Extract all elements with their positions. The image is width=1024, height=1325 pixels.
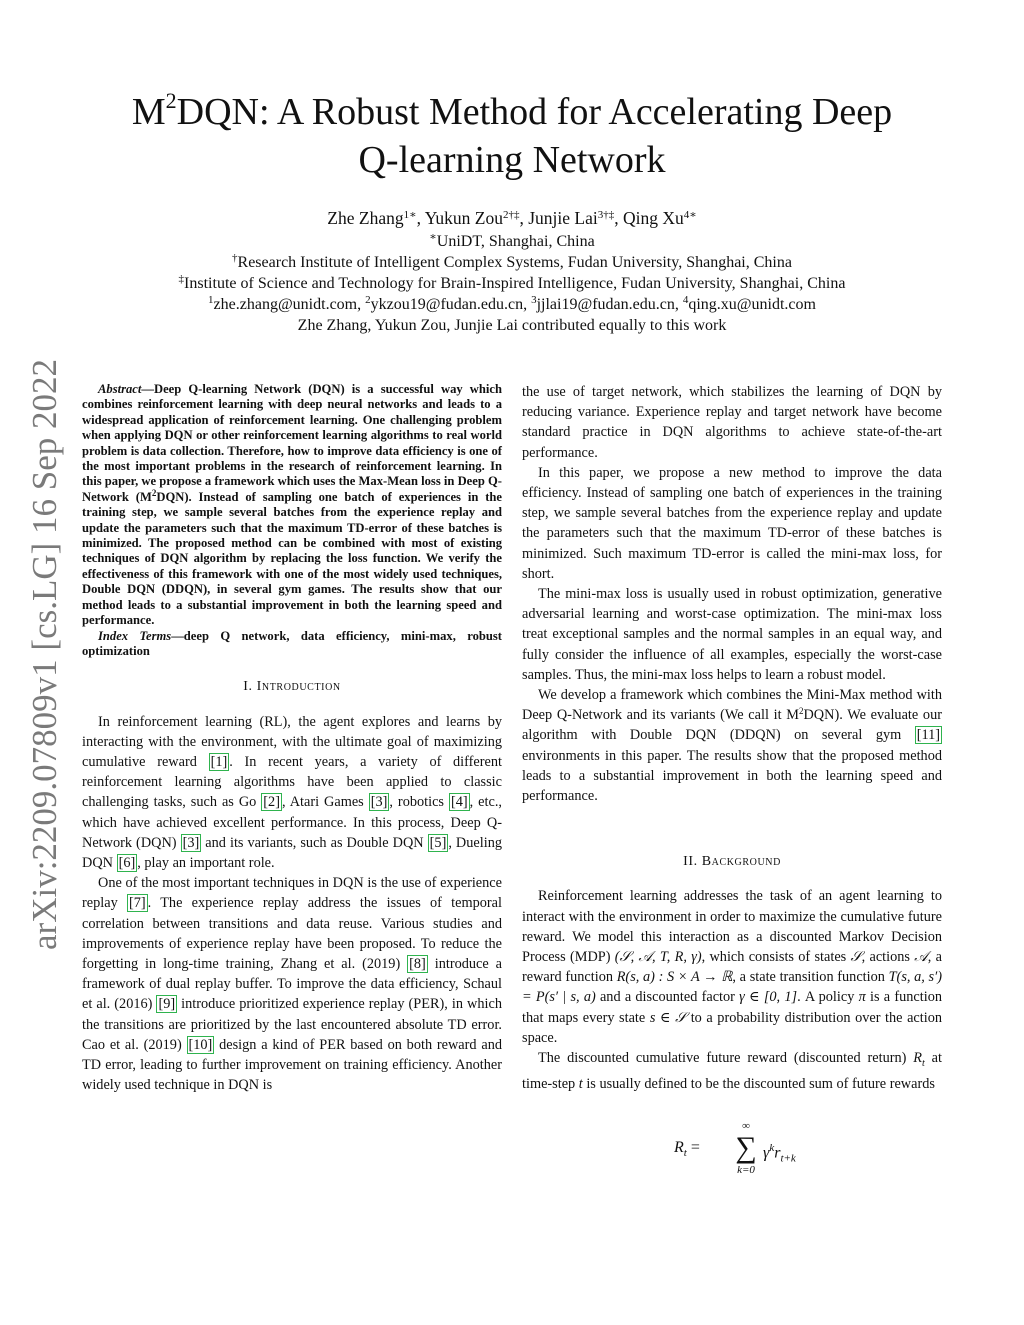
citation-link[interactable]: [5]	[429, 834, 447, 851]
discounted-return-equation	[522, 1116, 942, 1186]
left-column	[82, 382, 502, 1095]
right-column	[522, 382, 942, 1186]
affiliation-fudan-systems: †Research Institute of Intelligent Complex Systems, Fudan University, Shanghai, China	[232, 252, 792, 271]
right-paragraph-1: In this paper, we propose a new method to improve the data efficiency. Instead of sampling one batch of experiences in the training step, we sample several batches from the experience replay and update the parameters such that the maximum TD-error of these batches is minimized. Such maximum TD-error is called the mini-max loss, for short.	[522, 464, 942, 582]
abstract: Abstract—Deep Q-learning Network (DQN) is a successful way which combines reinforcement learning with deep neural networks and leads to a widespread application of reinforcement learning. One challenging problem when applying DQN or other reinforcement learning algorithms to real world problem is data collection. Therefore, how to improve data efficiency is one of the most important problems in the research of reinforcement learning. In this paper, we propose a framework which uses the Max-Mean loss in Deep Q-Network $(M^2DQN)$. Instead of sampling one batch of experiences in the training step, we sample several batches from the experience replay and update the parameters such that the maximum TD-error of these batches is minimized. The proposed method can be combined with most of existing techniques of DQN algorithm by replacing the loss function. We verify the effectiveness of this framework with one of the most widely used techniques, Double DQN (DDQN), in several gym games. The results show that our method leads to a substantial improvement in both the learning speed and performance. Index Terms—deep Q network, data efficiency, mini-max, robust optimization	[82, 382, 503, 658]
citation-link[interactable]: [10]	[188, 1036, 213, 1053]
citation-link[interactable]: [8]	[409, 955, 426, 972]
background-paragraph-1: Reinforcement learning addresses the task of an agent learning to interact with the environment in order to maximize the cumulative future reward. We model this interaction as a discounted Markov Decision Process (MDP) (𝒮, 𝒜, T, R, γ), which consists of states 𝒮, actions 𝒜, a reward function R(s, a) : S × A → ℝ, a state transition function T(s, a, s′) = P(s′ | s, a) and a discounted factor γ ∈ [0, 1]. A policy π is a function that maps every state s ∈ 𝒮 to a probability distribution over the action space.	[522, 888, 943, 1046]
citation-link[interactable]: [3]	[370, 794, 388, 811]
arxiv-stamp: arXiv:2209.07809v1 [cs.LG] 16 Sep 2022	[25, 358, 64, 950]
summation-symbol: ∞ ∑ k=0	[735, 1120, 757, 1177]
equal-contribution-note: Zhe Zhang, Yukun Zou, Junjie Lai contributed equally to this work	[297, 317, 727, 334]
right-paragraph-3: We develop a framework which combines the Mini-Max method with Deep Q-Network and its variants (We call it $M^2DQN$). We evaluate our algorithm with Double DQN (DDQN) on several gym [11] environments in this paper. The results show that the proposed method leads to a substantial improvement in both the learning speed and performance.	[522, 687, 942, 805]
index-terms: Index Terms—deep Q network, data efficiency, mini-max, robust optimization	[82, 628, 502, 658]
affiliation-unidt: ∗UniDT, Shanghai, China	[429, 231, 595, 250]
section-heading-introduction: I. Introduction	[243, 679, 341, 695]
author-block	[60, 208, 964, 336]
intro-paragraph-1: In reinforcement learning (RL), the agent explores and learns by interacting with the environment, with the ultimate goal of maximizing cumulative reward [1] . In recent years, a variety of different reinforcement learning algorithms have been applied to classic challenging tasks, such as Go [2] , Atari Games [3] , robotics [4] , etc., which have achieved excellent performance. In this process, Deep Q-Network (DQN) [3] and its variants, such as Double DQN [5] , Dueling DQN [6] , play an important role.	[82, 713, 502, 871]
right-paragraph-2: The mini-max loss is usually used in robust optimization, generative adversarial learning and worst-case optimization. The mini-max loss treat exceptional samples and the normal samples in an equal way, and fully consider the influence of all examples, especially the worst-case samples. Thus, the mini-max loss helps to learn a robust model.	[522, 586, 942, 683]
citation-link[interactable]: [7]	[128, 895, 146, 912]
intro-paragraph-2: One of the most important techniques in DQN is the use of experience replay [7] . The experience replay address the issues of temporal correlation between transitions and data reuse. Various studies and improvements of experience replay have been proposed. To reduce the forgetting in long-time training, Zhang et al. (2019) [8] introduce a framework of dual replay buffer. To improve the data efficiency, Schaul et al. (2016) [9] introduce prioritized experience replay (PER), in which the transitions are prioritized by the last encountered absolute TD error. Cao et al. (2019) [10] design a kind of PER based on both reward and TD error, leading to further improvement on training efficiency. Another widely used technique in DQN is	[82, 875, 502, 1094]
equation-lhs: $R_t$ =	[674, 1139, 700, 1160]
citation-link[interactable]: [3]	[182, 834, 200, 851]
citation-link[interactable]: [6]	[118, 854, 136, 871]
affiliation-fudan-brain: ‡Institute of Science and Technology for Brain-Inspired Intelligence, Fudan University, Shanghai, China	[178, 273, 846, 292]
citation-link[interactable]: [11]	[916, 727, 940, 744]
arxiv-sidebar	[25, 358, 64, 970]
citation-link[interactable]: [4]	[450, 794, 468, 811]
citation-link[interactable]: [2]	[263, 794, 280, 811]
right-paragraph-continuation: the use of target network, which stabilizes the learning of DQN by reducing variance. Experience replay and target network have become standard practice in DQN algorithms to achieve state-of-the-art performance.	[522, 384, 942, 461]
author-names: Zhe Zhang$^{1∗}$, Yukun Zou$^{2\dagger\ddagger}$, Junjie Lai$^{3\dagger\ddagger}$, Qing $Xu^{4∗}$	[327, 208, 697, 228]
paper-title: $M^2DQN$: A Robust Method for Accelerating Deep Q-learning Network	[131, 88, 893, 181]
equation-rhs: $\gamma^kr_{t+k}$	[763, 1142, 796, 1165]
section-heading-background: II. Background	[683, 854, 781, 870]
author-emails: $^1$zhe.zhang@unidt.com, $^2$ykzou19@fudan.edu.cn, $^3$jjlai19@fudan.edu.cn, $^4$qing.xu@unidt.com	[208, 294, 816, 313]
citation-link[interactable]: [1]	[210, 753, 228, 770]
background-paragraph-2: The discounted cumulative future reward (discounted return) $R_t$ at time-step t is usually defined to be the discounted sum of future rewards	[522, 1050, 942, 1093]
citation-link[interactable]: [9]	[158, 996, 176, 1013]
